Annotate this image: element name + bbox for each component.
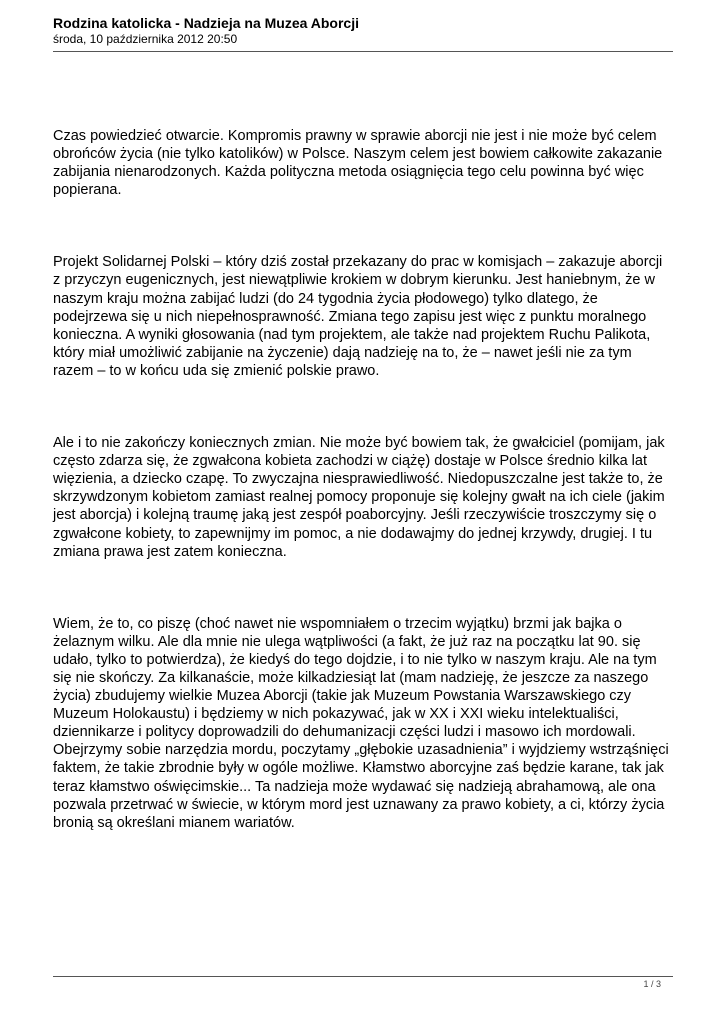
page-number: 1 / 3 [643,979,661,989]
paragraph-2: Projekt Solidarnej Polski – który dziś został przekazany do prac w komisjach – zakazuje aborcji z przyczyn eugenicznych, jest niewątpliwie krokiem w dobrym kierunku. Jest haniebnym, że w naszym kraju można zabijać ludzi (do 24 tygodnia życia płodowego) tylko dlatego, że podejrzewa się u nich niepełnosprawność. Zmiana tego zapisu jest więc z punktu moralnego konieczna. A wyniki głosowania (nad tym projektem, ale także nad projektem Ruchu Palikota, który miał umożliwić zabijanie na życzenie) dają nadzieję na to, że – nawet jeśli nie za tym razem – to w końcu uda się zmienić polskie prawo. [53,254,663,379]
article-body [53,127,673,832]
footer-divider [53,976,673,977]
paragraph-1: Czas powiedzieć otwarcie. Kompromis prawny w sprawie aborcji nie jest i nie może być celem obrońców życia (nie tylko katolików) w Polsce. Naszym celem jest bowiem całkowite zakazanie zabijania nienarodzonych. Każda polityczna metoda osiągnięcia tego celu powinna być więc popierana. [53,128,663,199]
paragraph-4: Wiem, że to, co piszę (choć nawet nie wspomniałem o trzecim wyjątku) brzmi jak bajka o żelaznym wilku. Ale dla mnie nie ulega wątpliwości (a fakt, że już raz na początku lat 90. się udało, tylko to potwierdza), że kiedyś do tego dojdzie, i to nie tylko w naszym kraju. Ale na tym się nie skończy. Za kilkanaście, może kilkadziesiąt lat (mam nadzieję, że jeszcze za naszego życia) zbudujemy wielkie Muzea Aborcji (takie jak Muzeum Powstania Warszawskiego czy Muzeum Holokaustu) i będziemy w nich pokazywać, jak w XX i XXI wieku intelektualiści, dziennikarze i politycy doprowadzili do dehumanizacji części ludzi i masowo ich mordowali. Obejrzymy sobie narzędzia mordu, poczytamy „głębokie uzasadnienia” i wyjdziemy wstrząśnięci faktem, że takie zbrodnie były w ogóle możliwe. Kłamstwo aborcyjne zaś będzie karane, tak jak teraz kłamstwo oświęcimskie... Ta nadzieja może wydawać się nadzieją abrahamową, ale ona pozwala przetrwać w świecie, w którym mord jest uznawany za prawo kobiety, a ci, którzy życia bronią są określani mianem wariatów. [53,615,669,831]
document-title: Rodzina katolicka - Nadzieja na Muzea Aborcji [53,15,359,31]
header-divider [53,51,673,52]
paragraph-3: Ale i to nie zakończy koniecznych zmian. Nie może być bowiem tak, że gwałciciel (pomijam, jak często zdarza się, że zgwałcona kobieta zachodzi w ciążę) dostaje w Polsce średnio kilka lat więzienia, a dziecko czapę. To zwyczajna niesprawiedliwość. Niedopuszczalne jest także to, że skrzywdzonym kobietom zamiast realnej pomocy proponuje się kolejny gwałt na ich ciele (jakim jest aborcja) i kolejną traumę jaką jest zespół poaborcyjny. Jeśli rzeczywiście troszczymy się o zgwałcone kobiety, to zapewnijmy im pomoc, a nie dodawajmy do jednej krzywdy, drugiej. I tu zmiana prawa jest zatem konieczna. [53,435,665,560]
publication-date: środa, 10 października 2012 20:50 [53,32,238,46]
document-header [53,15,673,47]
